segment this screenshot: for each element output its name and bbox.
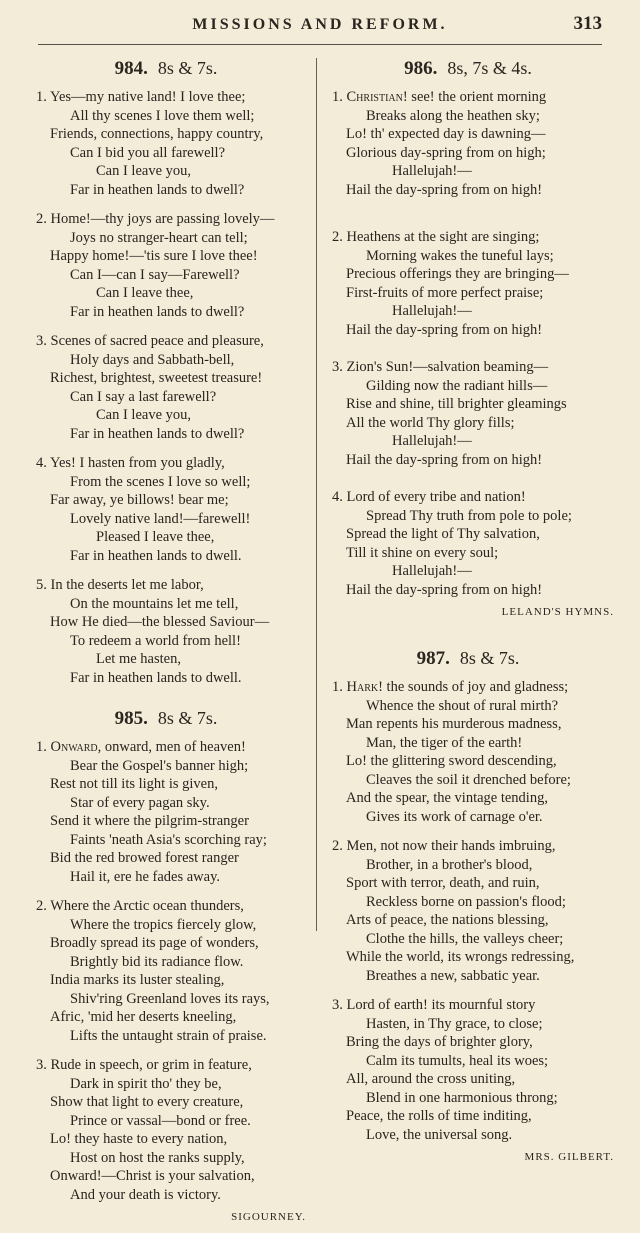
verse-line: Holy days and Sabbath-bell, <box>70 351 235 368</box>
verse-line: Let me hasten, <box>96 651 181 667</box>
hymn-985-stanza-3 <box>26 1056 306 1204</box>
verse-line: Man, the tiger of the earth! <box>366 734 523 751</box>
running-title: MISSIONS AND REFORM. <box>192 16 448 33</box>
hymn-number: 985. <box>114 708 148 729</box>
verse-line: Hail it, ere he fades away. <box>70 868 221 885</box>
verse-line-first: 1. Hark! the sounds of joy and gladness; <box>332 679 569 695</box>
verse-line-first: 1. Onward, onward, men of heaven! <box>36 739 246 755</box>
hymn-985-heading <box>26 708 306 730</box>
verse-line: Bear the Gospel's banner high; <box>70 757 249 774</box>
column-divider <box>316 58 317 931</box>
hymn-985-attribution: SIGOURNEY. <box>231 1211 306 1223</box>
verse-line: Onward!—Christ is your salvation, <box>50 1168 255 1184</box>
verse-line: 4. Yes! I hasten from you gladly, <box>36 455 225 471</box>
verse-line: Man repents his murderous madness, <box>346 716 562 732</box>
verse-line: Precious offerings they are bringing— <box>346 266 569 282</box>
verse-line: 3. Scenes of sacred peace and pleasure, <box>36 333 264 349</box>
verse-line: Lo! they haste to every nation, <box>50 1131 228 1147</box>
verse-line: Happy home!—'tis sure I love thee! <box>50 248 258 264</box>
verse-line: Send it where the pilgrim-stranger <box>50 813 249 829</box>
verse-line: Far away, ye billows! bear me; <box>50 492 229 508</box>
verse-line: 2. Where the Arctic ocean thunders, <box>36 898 244 914</box>
hymn-meter: 8s & 7s. <box>459 648 520 668</box>
hymn-number: 987. <box>416 648 450 669</box>
verse-text: onward, men of heaven! <box>104 739 246 755</box>
verse-line: India marks its luster stealing, <box>50 972 225 988</box>
first-word: Hark! <box>346 679 383 695</box>
verse-text: see! the orient morning <box>411 89 547 105</box>
hymn-987-stanza-2 <box>322 837 614 985</box>
verse-line: How He died—the blessed Saviour— <box>50 614 270 630</box>
verse-line: Can I say a last farewell? <box>70 388 217 405</box>
verse-line: Love, the universal song. <box>366 1126 513 1143</box>
verse-line: Hail the day-spring from on high! <box>346 181 543 198</box>
verse-line: Till it shine on every soul; <box>346 544 499 561</box>
verse-line: Can I leave you, <box>96 163 192 179</box>
hymn-986-stanza-3 <box>322 358 614 469</box>
verse-line: Far in heathen lands to dwell? <box>70 181 245 198</box>
first-word: Onward, <box>50 739 102 755</box>
verse-line: Rest not till its light is given, <box>50 776 218 792</box>
verse-line: Glorious day-spring from on high; <box>346 144 546 161</box>
verse-line: Sport with terror, death, and ruin, <box>346 875 540 891</box>
verse-line: Friends, connections, happy country, <box>50 126 264 142</box>
verse-line: Breaks along the heathen sky; <box>366 107 540 124</box>
verse-line: Brightly bid its radiance flow. <box>70 953 244 970</box>
hymn-984-stanza-5 <box>26 576 306 687</box>
hymn-985-stanza-1 <box>26 738 306 886</box>
verse-line: Morning wakes the tuneful lays; <box>366 247 554 264</box>
verse-line: Can I leave you, <box>96 407 192 423</box>
verse-line: And your death is victory. <box>70 1186 221 1203</box>
hymn-meter: 8s & 7s. <box>157 708 218 728</box>
hymn-986-stanza-1 <box>322 88 614 199</box>
verse-line: Where the tropics fiercely glow, <box>70 916 257 933</box>
verse-line: Cleaves the soil it drenched before; <box>366 771 571 788</box>
header-rule <box>38 44 602 45</box>
verse-line: All, around the cross uniting, <box>346 1071 516 1087</box>
hymn-984-stanza-4 <box>26 454 306 565</box>
spacer <box>322 210 614 228</box>
verse-line: Host on host the ranks supply, <box>70 1149 245 1166</box>
verse-line: All thy scenes I love them well; <box>70 107 255 124</box>
verse-line: Blend in one harmonious throng; <box>366 1089 558 1106</box>
right-column <box>322 56 614 1173</box>
verse-line: Star of every pagan sky. <box>70 794 210 811</box>
verse-line: Lo! the glittering sword descending, <box>346 753 557 769</box>
verse-line: Breathes a new, sabbatic year. <box>366 967 540 984</box>
verse-line: Whence the shout of rural mirth? <box>366 697 559 714</box>
hymn-984-heading <box>26 58 306 80</box>
verse-line: Pleased I leave thee, <box>96 529 215 545</box>
verse-line: Far in heathen lands to dwell? <box>70 303 245 320</box>
verse-line: Clothe the hills, the valleys cheer; <box>366 930 564 947</box>
verse-line: Hallelujah!— <box>392 303 472 319</box>
verse-line: Spread the light of Thy salvation, <box>346 526 540 542</box>
hymn-984-stanza-3 <box>26 332 306 443</box>
spacer <box>322 628 614 646</box>
hymn-986-heading <box>322 58 614 80</box>
hymn-number: 986. <box>404 58 438 79</box>
hymn-987-heading <box>322 648 614 670</box>
verse-line: 3. Rude in speech, or grim in feature, <box>36 1057 252 1073</box>
verse-line: 3. Lord of earth! its mournful story <box>332 997 536 1013</box>
verse-line: On the mountains let me tell, <box>70 595 239 612</box>
verse-line: From the scenes I love so well; <box>70 473 251 490</box>
verse-line: 5. In the deserts let me labor, <box>36 577 204 593</box>
verse-line: Lifts the untaught strain of praise. <box>70 1027 267 1044</box>
verse-line: Can I—can I say—Farewell? <box>70 266 240 283</box>
verse-line: First-fruits of more perfect praise; <box>346 284 544 301</box>
verse-line: 3. Zion's Sun!—salvation beaming— <box>332 359 549 375</box>
hymn-985-stanza-2 <box>26 897 306 1045</box>
hymn-meter: 8s, 7s & 4s. <box>447 58 532 78</box>
left-column <box>26 56 306 1233</box>
verse-line: 1. Yes—my native land! I love thee; <box>36 89 246 105</box>
verse-line: Dark in spirit tho' they be, <box>70 1075 222 1092</box>
verse-line: Far in heathen lands to dwell. <box>70 547 242 564</box>
verse-line: Spread Thy truth from pole to pole; <box>366 507 572 524</box>
verse-line: Hallelujah!— <box>392 433 472 449</box>
hymn-986-stanza-2 <box>322 228 614 339</box>
verse-line: Bring the days of brighter glory, <box>346 1034 533 1050</box>
verse-text: the sounds of joy and gladness; <box>386 679 569 695</box>
hymn-number: 984. <box>114 58 148 79</box>
hymn-984-stanza-1 <box>26 88 306 199</box>
verse-line-first: 1. Christian! see! the orient morning <box>332 89 547 105</box>
spacer <box>26 698 306 706</box>
page-header <box>0 0 640 48</box>
verse-line: All the world Thy glory fills; <box>346 414 515 431</box>
verse-line: 2. Men, not now their hands imbruing, <box>332 838 556 854</box>
verse-line: Hail the day-spring from on high! <box>346 581 543 598</box>
hymn-meter: 8s & 7s. <box>157 58 218 78</box>
verse-line: Reckless borne on passion's flood; <box>366 893 566 910</box>
verse-line: Hail the day-spring from on high! <box>346 451 543 468</box>
first-word: Christian! <box>346 89 408 105</box>
hymn-987-stanza-1 <box>322 678 614 826</box>
verse-line: Peace, the rolls of time inditing, <box>346 1108 532 1124</box>
verse-line: Gilding now the radiant hills— <box>366 377 548 394</box>
verse-line: To redeem a world from hell! <box>70 632 241 649</box>
verse-line: Richest, brightest, sweetest treasure! <box>50 370 263 386</box>
spacer <box>322 350 614 358</box>
verse-line: Brother, in a brother's blood, <box>366 856 533 873</box>
verse-line: Hail the day-spring from on high! <box>346 321 543 338</box>
spacer <box>322 480 614 488</box>
verse-line: Hallelujah!— <box>392 163 472 179</box>
verse-line: Bid the red browed forest ranger <box>50 850 239 866</box>
verse-line: 2. Home!—thy joys are passing lovely— <box>36 211 275 227</box>
verse-line: Joys no stranger-heart can tell; <box>70 229 248 246</box>
hymn-987-stanza-3 <box>322 996 614 1144</box>
hymn-987-attribution: MRS. GILBERT. <box>524 1151 614 1163</box>
verse-line: Shiv'ring Greenland loves its rays, <box>70 990 270 1007</box>
verse-line: Lovely native land!—farewell! <box>70 510 251 527</box>
verse-line: Gives its work of carnage o'er. <box>366 808 543 825</box>
hymn-986-stanza-4 <box>322 488 614 599</box>
hymn-984-stanza-2 <box>26 210 306 321</box>
verse-line: 4. Lord of every tribe and nation! <box>332 489 526 505</box>
verse-line: 2. Heathens at the sight are singing; <box>332 229 540 245</box>
page-number: 313 <box>573 13 602 34</box>
verse-line: And the spear, the vintage tending, <box>346 790 548 806</box>
verse-line: Can I leave thee, <box>96 285 194 301</box>
verse-line: While the world, its wrongs redressing, <box>346 949 575 965</box>
verse-line: Broadly spread its page of wonders, <box>50 935 259 951</box>
verse-line: Show that light to every creature, <box>50 1094 244 1110</box>
verse-line: Far in heathen lands to dwell. <box>70 669 242 686</box>
verse-line: Far in heathen lands to dwell? <box>70 425 245 442</box>
verse-line: Faints 'neath Asia's scorching ray; <box>70 831 267 848</box>
verse-line: Arts of peace, the nations blessing, <box>346 912 549 928</box>
hymn-986-attribution: LELAND'S HYMNS. <box>501 606 614 618</box>
verse-line: Afric, 'mid her deserts kneeling, <box>50 1009 237 1025</box>
verse-line: Hallelujah!— <box>392 563 472 579</box>
verse-line: Can I bid you all farewell? <box>70 144 226 161</box>
verse-line: Lo! th' expected day is dawning— <box>346 126 546 142</box>
verse-line: Hasten, in Thy grace, to close; <box>366 1015 543 1032</box>
verse-line: Rise and shine, till brighter gleamings <box>346 396 567 412</box>
verse-line: Calm its tumults, heal its woes; <box>366 1052 549 1069</box>
verse-line: Prince or vassal—bond or free. <box>70 1112 251 1129</box>
